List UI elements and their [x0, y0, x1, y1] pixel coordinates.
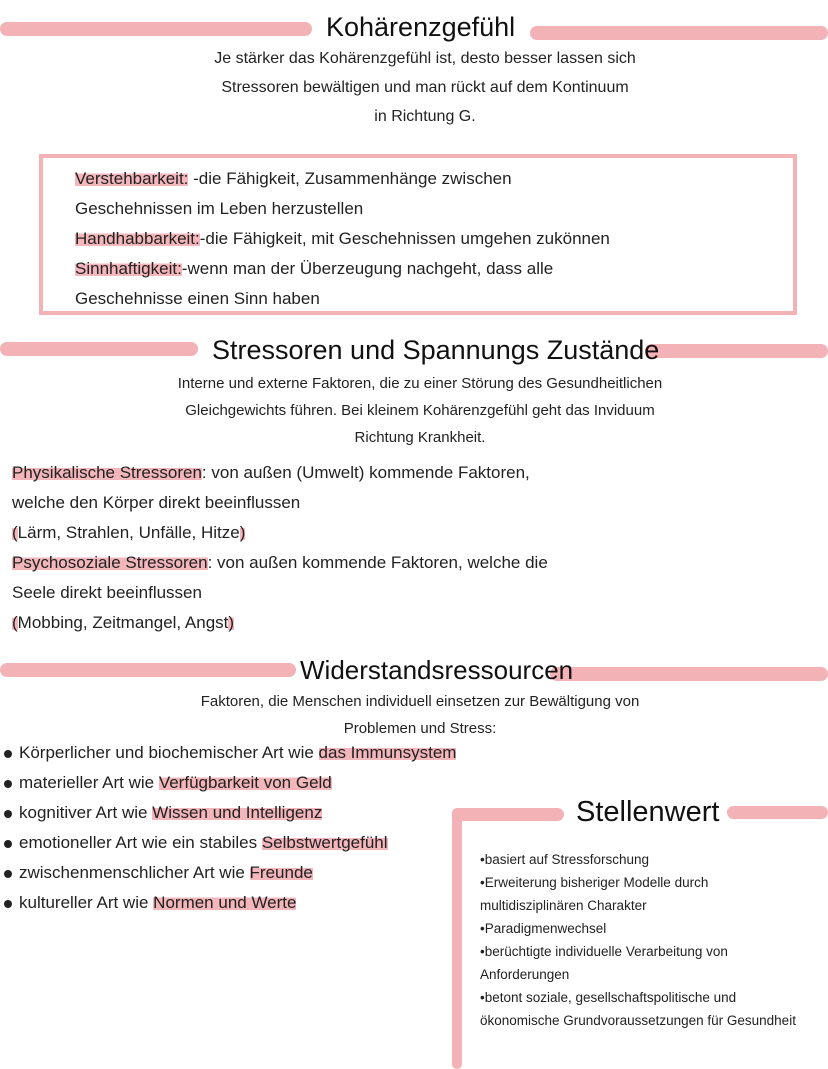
intro-line: Gleichgewichts führen. Bei kleinem Kohärenzgefühl geht das Inviduum	[185, 402, 655, 419]
list-item	[4, 803, 322, 823]
def-sinnhaftigkeit: -wenn man der Überzeugung nachgeht, dass alle	[181, 259, 554, 278]
stellenwert-line: •betont soziale, gesellschaftspolitische und	[480, 990, 737, 1005]
psy-line-3	[12, 613, 234, 633]
stellenwert-line: multidisziplinären Charakter	[480, 898, 647, 913]
paren-open: (	[12, 613, 18, 632]
stellenwert-bar-left	[452, 808, 564, 821]
box-line-2: Geschehnissen im Leben herzustellen	[75, 199, 364, 218]
term-physikalische: Physikalische Stressoren	[12, 463, 202, 482]
stellenwert-vertical-bar	[452, 808, 462, 1069]
stressoren-intro	[120, 370, 720, 451]
intro-line: Faktoren, die Menschen individuell einsetzen zur Bewältigung von	[200, 693, 640, 710]
box-line-1	[75, 169, 512, 189]
bullet-icon	[4, 870, 12, 878]
box-line-3	[75, 229, 610, 249]
psy-line-1	[12, 553, 548, 573]
term-verstehbarkeit: Verstehbarkeit:	[75, 169, 189, 188]
stellenwert-line: •Paradigmenwechsel	[480, 921, 607, 936]
intro-line: Je stärker das Kohärenzgefühl ist, desto besser lassen sich	[214, 50, 636, 67]
paren-close: )	[239, 523, 246, 542]
list-item	[4, 863, 313, 883]
widerstand-intro	[120, 688, 720, 742]
def-verstehbarkeit: -die Fähigkeit, Zusammenhänge zwischen	[188, 169, 512, 188]
item-text: zwischenmenschlicher Art wie	[19, 863, 250, 882]
list-item	[4, 893, 296, 913]
item-text: materieller Art wie	[19, 773, 159, 792]
bullet-icon	[4, 750, 12, 758]
title-bar-right	[550, 667, 828, 681]
bullet-icon	[4, 900, 12, 908]
koharenz-intro	[150, 44, 700, 131]
list-item	[4, 743, 456, 763]
phys-line-3	[12, 523, 245, 543]
bullet-icon	[4, 780, 12, 788]
section-title-koharenz: Kohärenzgefühl	[326, 12, 516, 42]
section-title-stressoren: Stressoren und Spannungs Zustände	[212, 335, 660, 365]
list-item	[4, 773, 332, 793]
bullet-icon	[4, 840, 12, 848]
intro-line: Stressoren bewältigen und man rückt auf dem Kontinuum	[221, 79, 629, 96]
intro-line: Problemen und Stress:	[343, 720, 497, 737]
title-bar-right	[645, 344, 828, 358]
title-bar-left	[0, 663, 296, 677]
def-physikalische: : von außen (Umwelt) kommende Faktoren,	[201, 463, 530, 482]
intro-line: Interne und externe Faktoren, die zu einer Störung des Gesundheitlichen	[177, 375, 663, 392]
paren-close: )	[228, 613, 235, 632]
phys-line-2: welche den Körper direkt beeinflussen	[12, 493, 301, 512]
stellenwert-line: ökonomische Grundvoraussetzungen für Gesundheit	[480, 1013, 796, 1028]
item-text: kultureller Art wie	[19, 893, 154, 912]
title-bar-right	[530, 26, 828, 40]
bullet-icon	[4, 810, 12, 818]
stellenwert-line: •berüchtigte individuelle Verarbeitung von	[480, 944, 728, 959]
term-handhabbarkeit: Handhabbarkeit:	[75, 229, 200, 248]
stellenwert-bar-right	[727, 806, 828, 819]
examples-physikalische: Lärm, Strahlen, Unfälle, Hitze	[17, 523, 240, 542]
term-sinnhaftigkeit: Sinnhaftigkeit:	[75, 259, 182, 278]
paren-open: (	[12, 523, 18, 542]
intro-line: in Richtung G.	[374, 108, 476, 125]
psy-line-2: Seele direkt beeinflussen	[12, 583, 202, 602]
section-title-stellenwert: Stellenwert	[576, 796, 720, 828]
list-item	[4, 833, 388, 853]
stellenwert-line: •basiert auf Stressforschung	[480, 852, 650, 867]
intro-line: Richtung Krankheit.	[354, 429, 486, 446]
stellenwert-line: •Erweiterung bisheriger Modelle durch	[480, 875, 709, 890]
stellenwert-line: Anforderungen	[480, 967, 570, 982]
item-highlight: Freunde	[249, 863, 313, 882]
def-psychosoziale: : von außen kommende Faktoren, welche die	[207, 553, 548, 572]
item-text: emotioneller Art wie ein stabiles	[19, 833, 262, 852]
phys-line-1	[12, 463, 530, 483]
item-text: kognitiver Art wie	[19, 803, 153, 822]
box-line-5: Geschehnisse einen Sinn haben	[75, 289, 320, 308]
examples-psychosoziale: Mobbing, Zeitmangel, Angst	[17, 613, 229, 632]
item-highlight: Verfügbarkeit von Geld	[158, 773, 332, 792]
term-psychosoziale: Psychosoziale Stressoren	[12, 553, 208, 572]
item-highlight: Wissen und Intelligenz	[152, 803, 323, 822]
item-highlight: Normen und Werte	[153, 893, 297, 912]
def-handhabbarkeit: -die Fähigkeit, mit Geschehnissen umgehen zukönnen	[199, 229, 610, 248]
item-highlight: Selbstwertgefühl	[261, 833, 388, 852]
section-title-widerstand: Widerstandsressourcen	[300, 655, 574, 685]
box-line-4	[75, 259, 553, 279]
title-bar-left	[0, 22, 312, 36]
item-text: Körperlicher und biochemischer Art wie	[19, 743, 319, 762]
title-bar-left	[0, 342, 198, 356]
item-highlight: das Immunsystem	[318, 743, 457, 762]
